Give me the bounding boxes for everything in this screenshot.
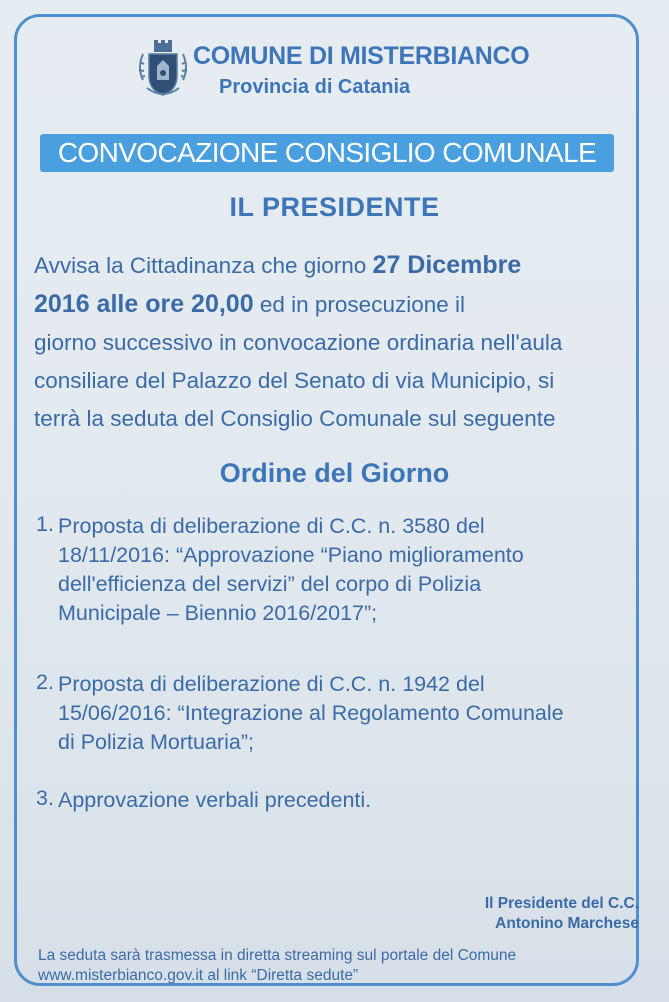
item-line: 15/06/2016: “Integrazione al Regolamento Comunale — [58, 701, 564, 725]
item-number: 2. — [36, 670, 54, 694]
item-line: dell'efficienza del servizi” del corpo di Polizia — [58, 572, 482, 596]
footer-line-2: www.misterbianco.gov.it al link “Diretta sedute” — [38, 967, 359, 984]
signature-block — [485, 894, 639, 934]
item-line: Approvazione verbali precedenti. — [58, 788, 372, 812]
banner-title: CONVOCAZIONE CONSIGLIO COMUNALE — [57, 137, 597, 168]
footer-note — [38, 946, 638, 986]
time-emphasis: 2016 alle ore 20,00 — [34, 290, 254, 318]
signature-role: Il Presidente del C.C. — [484, 895, 639, 912]
item-text — [58, 512, 634, 628]
intro-line-5: terrà la seduta del Consiglio Comunale sul seguente — [34, 406, 556, 431]
date-emphasis: 27 Dicembre — [372, 251, 522, 279]
item-line: Municipale – Biennio 2016/2017”; — [58, 601, 378, 625]
intro-text: Avvisa la Cittadinanza che giorno — [34, 253, 373, 278]
item-number: 3. — [36, 786, 54, 810]
signature-name: Antonino Marchese — [495, 915, 639, 932]
item-line: Proposta di deliberazione di C.C. n. 1942 del — [58, 672, 485, 696]
intro-line-3: giorno successivo in convocazione ordinaria nell'aula — [34, 330, 563, 355]
intro-line-1 — [34, 246, 630, 285]
intro-line-4: consiliare del Palazzo del Senato di via Municipio, si — [34, 368, 555, 393]
item-line: Proposta di deliberazione di C.C. n. 3580 del — [58, 514, 485, 538]
header — [135, 38, 535, 104]
coat-of-arms-icon — [135, 40, 191, 100]
presidente-heading: IL PRESIDENTE — [229, 192, 440, 222]
ordine-del-giorno-heading: Ordine del Giorno — [219, 458, 450, 488]
provincia-subtitle: Provincia di Catania — [219, 76, 411, 98]
item-line: 18/11/2016: “Approvazione “Piano miglioramento — [58, 543, 524, 567]
intro-text: ed in prosecuzione il — [253, 292, 466, 317]
item-line: di Polizia Mortuaria”; — [58, 730, 254, 754]
title-banner — [40, 134, 614, 172]
item-text — [58, 670, 634, 757]
intro-paragraph — [34, 246, 630, 438]
item-text — [58, 786, 634, 815]
item-number: 1. — [36, 512, 54, 536]
footer-line-1: La seduta sarà trasmessa in diretta streaming sul portale del Comune — [38, 947, 517, 964]
intro-line-2 — [34, 285, 630, 324]
comune-title: COMUNE DI MISTERBIANCO — [193, 42, 530, 70]
